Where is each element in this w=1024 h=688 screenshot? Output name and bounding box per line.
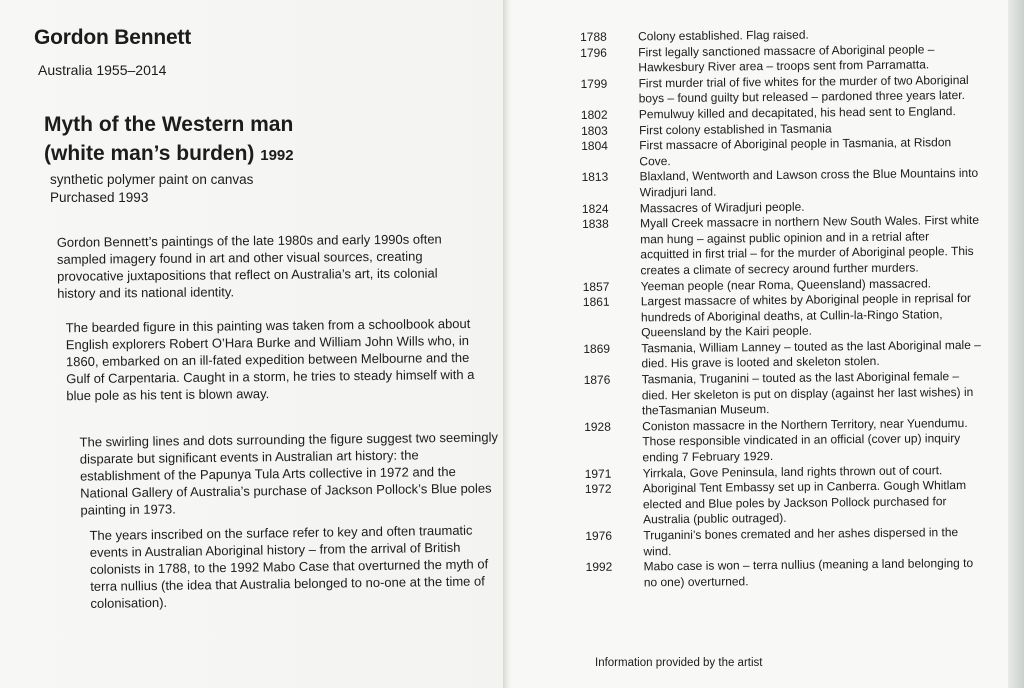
timeline-entry (585, 525, 985, 560)
timeline-list (580, 26, 986, 592)
timeline-description: Coniston massacre in the Northern Territory, near Yuendumu. Those responsible vindicated in an official (cover up) inquiry ending 7 February 1929. (642, 415, 968, 465)
timeline-description: Yeeman people (near Roma, Queensland) massacred. (640, 275, 932, 293)
timeline-description: Truganini’s bones cremated and her ashes dispersed in the wind. (643, 525, 959, 558)
timeline-year: 1869 (583, 341, 611, 356)
credit-line: Information provided by the artist (595, 657, 763, 669)
timeline-year: 1802 (580, 107, 608, 122)
timeline-entry (580, 73, 980, 108)
timeline-description: Blaxland, Wentworth and Lawson cross the Blue Mountains into Wiradjuri land. (639, 166, 979, 200)
timeline-entry (583, 291, 983, 342)
timeline-description: Yirrkala, Gove Peninsula, land rights thrown out of court. (642, 462, 943, 480)
timeline-description: Mabo case is won – terra nullius (meaning a land belonging to no one) overturned. (643, 556, 974, 590)
artwork-acquisition: Purchased 1993 (50, 190, 149, 205)
timeline-year: 1788 (580, 29, 607, 44)
artwork-title (44, 110, 374, 170)
timeline-description: Largest massacre of whites by Aboriginal people in reprisal for hundreds of Aboriginal deaths, at Cullin-la-Ringo Station, Queensland by the Kairi people. (640, 291, 972, 340)
timeline-entry (586, 556, 986, 591)
timeline-year: 1804 (581, 138, 608, 154)
timeline-entry (582, 213, 983, 280)
timeline-year: 1838 (581, 216, 609, 232)
description-paragraph: The bearded figure in this painting was taken from a schoolbook about English explorers Robert O’Hara Burke and William John Wills who, in 1860, embarked on an ill-fated expedition between Melbourne and the Gulf of Carpentaria. Caught in a storm, he tries to steady himself with a blue pole as his tent is blown away. (65, 315, 475, 404)
timeline-year: 1928 (584, 419, 611, 434)
timeline-description: Aboriginal Tent Embassy set up in Canberra. Gough Whitlam elected and Blue poles by Jackson Pollock purchased for Australia (public outraged). (642, 478, 967, 527)
timeline-entry (581, 166, 981, 201)
timeline-entry (583, 338, 983, 373)
timeline-year: 1976 (585, 528, 613, 543)
timeline-year: 1857 (582, 279, 610, 294)
description-paragraph: The swirling lines and dots surrounding the figure suggest two seemingly disparate but significant events in Australian art history: the establishment of the Papunya Tula Arts collective in 1972 and the National Gallery of Australia’s purchase of Jackson Pollock’s Blue poles painting in 1973. (79, 429, 499, 518)
timeline-year: 1796 (580, 45, 608, 60)
timeline-description: Pemulwuy killed and decapitated, his head sent to England. (638, 104, 956, 122)
left-label-panel (0, 0, 505, 688)
timeline-entry (580, 41, 980, 76)
timeline-description: First legally sanctioned massacre of Aboriginal people – Hawkesbury River area – troops sent from Parramatta. (638, 41, 935, 75)
timeline-year: 1861 (582, 294, 610, 310)
timeline-year: 1813 (581, 170, 609, 185)
timeline-description: First massacre of Aboriginal people in Tasmania, at Risdon Cove. (639, 135, 952, 169)
timeline-description: Tasmania, William Lanney – touted as the last Aboriginal male – died. His grave is looted and skeleton stolen. (641, 337, 981, 371)
page-fold (503, 0, 511, 688)
artist-nationality-dates: Australia 1955–2014 (38, 62, 167, 78)
artwork-medium: synthetic polymer paint on canvas (50, 172, 254, 187)
timeline-year: 1972 (584, 481, 612, 497)
panel-edge (1008, 0, 1024, 688)
description-paragraph: The years inscribed on the surface refer to key and often traumatic events in Australian Aboriginal history – from the arrival of British colonists in 1788, to the 1992 Mabo Case that overturned the myth of terra nullius (the idea that Australia belonged to no-one at the time of colonisation). (89, 522, 489, 611)
timeline-year: 1803 (580, 123, 608, 138)
timeline-description: Tasmania, Truganini – touted as the last Aboriginal female – died. Her skeleton is put on display (against her last wishes) in theTasmanian Museum. (641, 369, 974, 418)
artist-name: Gordon Bennett (34, 26, 192, 49)
timeline-description: First murder trial of five whites for the murder of two Aboriginal boys – found guilty but released – pardoned three years later. (638, 72, 969, 106)
artwork-year: 1992 (260, 147, 294, 164)
timeline-year: 1876 (583, 372, 611, 388)
timeline-year: 1992 (585, 559, 613, 575)
artwork-medium-block (50, 171, 253, 207)
timeline-description: First colony established in Tasmania (638, 120, 832, 137)
description-paragraph: Gordon Bennett’s paintings of the late 1980s and early 1990s often sampled imagery found in art and other visual sources, creating provocative juxtapositions that reflect on Australia’s art, its colonial history and its national identity. (56, 231, 442, 301)
title-line-2: (white man’s burden) (44, 142, 255, 165)
timeline-description: Myall Creek massacre in northern New South Wales. First white man hung – against public opinion and in a retrial after acquitted in first trial – for the murder of Aboriginal people. This creates a climate of secrecy around further murders. (639, 212, 980, 278)
title-line-1: Myth of the Western man (44, 113, 294, 136)
timeline-description: Colony established. Flag raised. (637, 27, 809, 44)
timeline-entry (584, 416, 984, 467)
timeline-entry (585, 478, 985, 529)
timeline-description: Massacres of Wiradjuri people. (639, 199, 805, 215)
timeline-year: 1799 (580, 76, 608, 91)
timeline-year: 1824 (581, 201, 609, 216)
timeline-entry (584, 369, 984, 420)
timeline-entry (581, 135, 981, 170)
timeline-year: 1971 (584, 466, 612, 481)
